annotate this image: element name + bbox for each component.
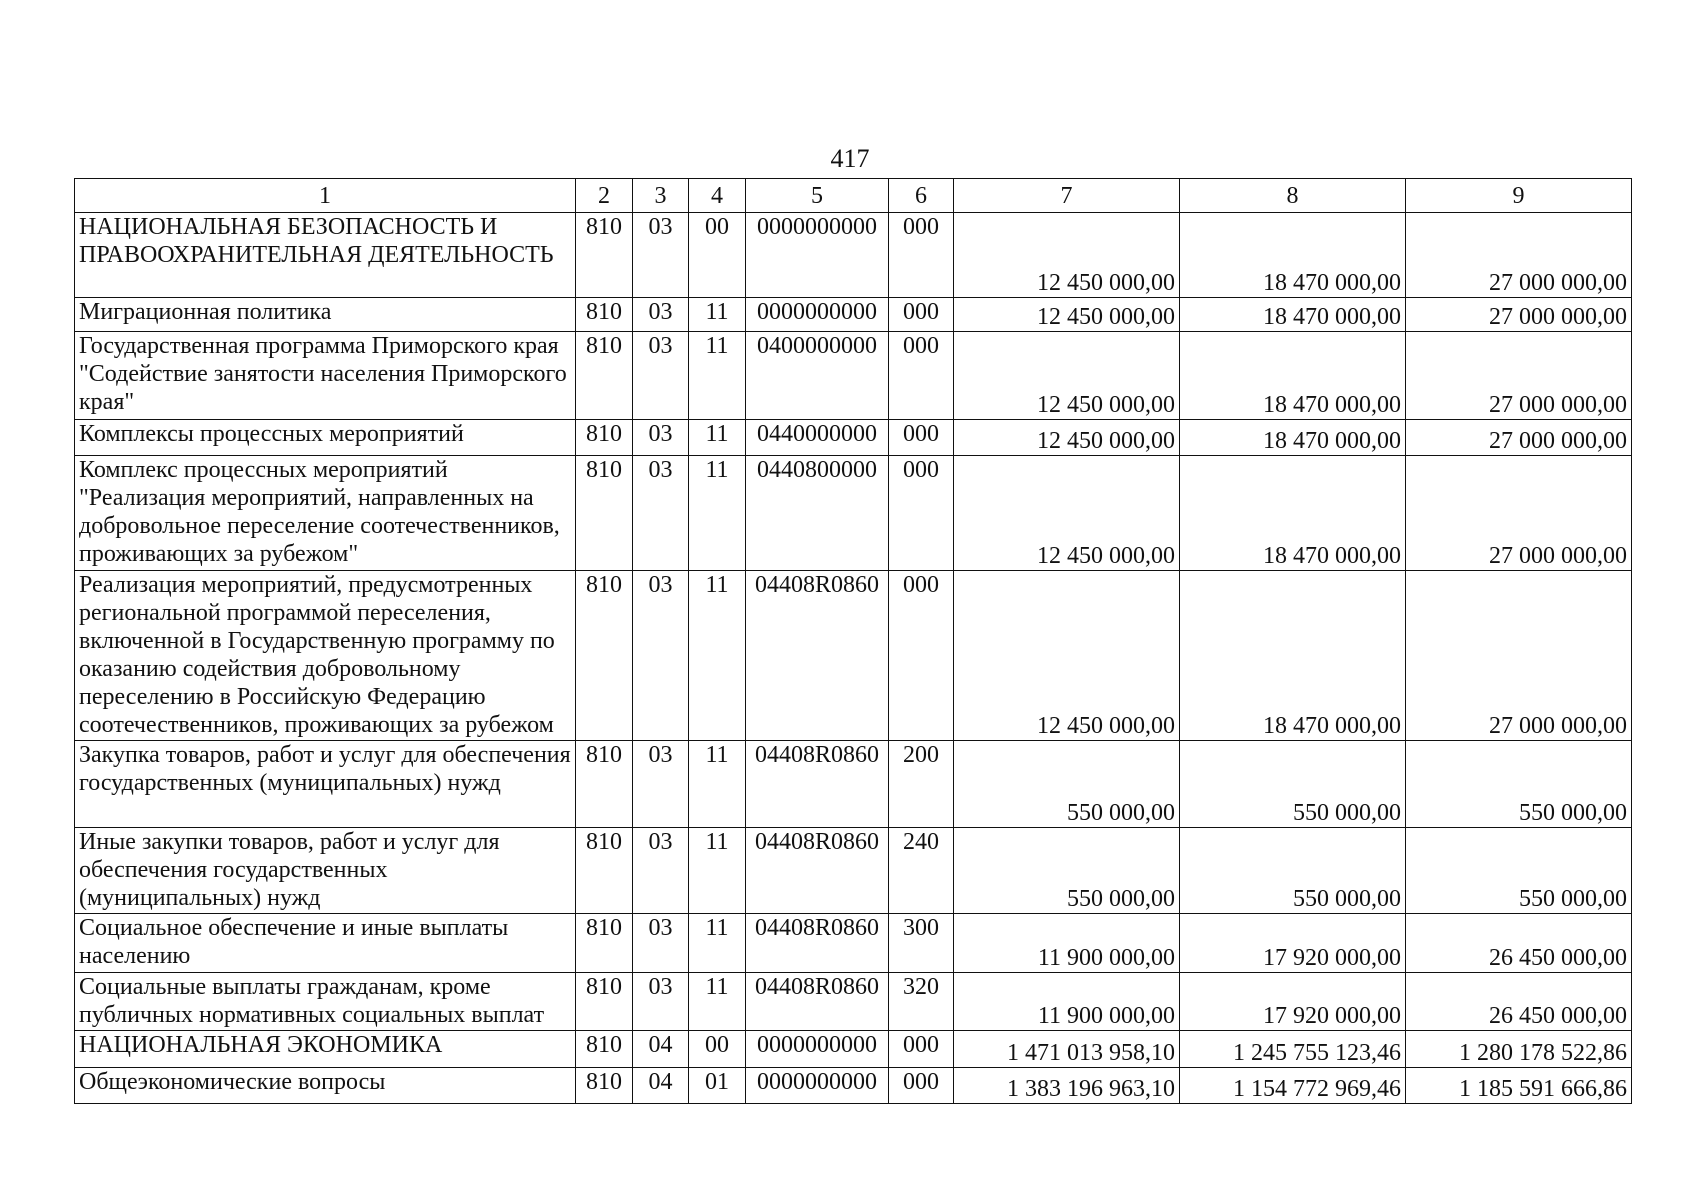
row-code-3: 03 bbox=[633, 973, 689, 1031]
row-name: Комплексы процессных мероприятий bbox=[75, 420, 576, 456]
table-row bbox=[75, 571, 1632, 741]
table-body bbox=[75, 213, 1632, 1104]
row-amount-9: 550 000,00 bbox=[1406, 741, 1632, 828]
row-amount-7: 550 000,00 bbox=[954, 828, 1180, 914]
row-amount-7: 1 383 196 963,10 bbox=[954, 1068, 1180, 1104]
row-amount-9: 27 000 000,00 bbox=[1406, 456, 1632, 571]
row-amount-7: 12 450 000,00 bbox=[954, 571, 1180, 741]
col-header-8: 8 bbox=[1180, 179, 1406, 213]
row-name: НАЦИОНАЛЬНАЯ ЭКОНОМИКА bbox=[75, 1031, 576, 1068]
row-code-5: 0000000000 bbox=[746, 298, 889, 332]
row-amount-8: 18 470 000,00 bbox=[1180, 332, 1406, 420]
row-amount-8: 18 470 000,00 bbox=[1180, 298, 1406, 332]
row-amount-7: 12 450 000,00 bbox=[954, 456, 1180, 571]
row-code-3: 03 bbox=[633, 914, 689, 973]
table-row bbox=[75, 420, 1632, 456]
row-code-6: 000 bbox=[889, 213, 954, 298]
row-code-3: 03 bbox=[633, 213, 689, 298]
row-amount-7: 11 900 000,00 bbox=[954, 914, 1180, 973]
row-code-6: 300 bbox=[889, 914, 954, 973]
table-row bbox=[75, 914, 1632, 973]
row-code-5: 0000000000 bbox=[746, 1068, 889, 1104]
row-code-3: 03 bbox=[633, 332, 689, 420]
table-row bbox=[75, 828, 1632, 914]
row-amount-9: 26 450 000,00 bbox=[1406, 914, 1632, 973]
row-code-5: 0440000000 bbox=[746, 420, 889, 456]
row-code-2: 810 bbox=[576, 456, 633, 571]
table-row bbox=[75, 213, 1632, 298]
col-header-6: 6 bbox=[889, 179, 954, 213]
row-name: Иные закупки товаров, работ и услуг для обеспечения государственных (муниципальных) нужд bbox=[75, 828, 576, 914]
table-row bbox=[75, 332, 1632, 420]
row-amount-9: 27 000 000,00 bbox=[1406, 332, 1632, 420]
row-code-4: 11 bbox=[689, 456, 746, 571]
table-row bbox=[75, 973, 1632, 1031]
row-code-4: 11 bbox=[689, 973, 746, 1031]
row-code-6: 200 bbox=[889, 741, 954, 828]
table-row bbox=[75, 1031, 1632, 1068]
row-code-6: 000 bbox=[889, 332, 954, 420]
row-code-4: 11 bbox=[689, 741, 746, 828]
row-amount-8: 1 245 755 123,46 bbox=[1180, 1031, 1406, 1068]
row-code-4: 00 bbox=[689, 1031, 746, 1068]
row-amount-8: 17 920 000,00 bbox=[1180, 914, 1406, 973]
row-amount-8: 18 470 000,00 bbox=[1180, 571, 1406, 741]
row-code-2: 810 bbox=[576, 298, 633, 332]
row-code-5: 0000000000 bbox=[746, 213, 889, 298]
row-amount-7: 12 450 000,00 bbox=[954, 213, 1180, 298]
row-amount-8: 550 000,00 bbox=[1180, 741, 1406, 828]
row-code-6: 000 bbox=[889, 1031, 954, 1068]
row-amount-9: 27 000 000,00 bbox=[1406, 298, 1632, 332]
col-header-7: 7 bbox=[954, 179, 1180, 213]
col-header-2: 2 bbox=[576, 179, 633, 213]
row-amount-7: 12 450 000,00 bbox=[954, 420, 1180, 456]
row-amount-7: 12 450 000,00 bbox=[954, 298, 1180, 332]
row-name: Комплекс процессных мероприятий "Реализация мероприятий, направленных на добровольное переселение соотечественников, проживающих за рубежом" bbox=[75, 456, 576, 571]
row-code-5: 0440800000 bbox=[746, 456, 889, 571]
row-code-3: 04 bbox=[633, 1031, 689, 1068]
row-name: Социальные выплаты гражданам, кроме публичных нормативных социальных выплат bbox=[75, 973, 576, 1031]
table-header bbox=[75, 179, 1632, 213]
row-code-6: 320 bbox=[889, 973, 954, 1031]
row-amount-7: 550 000,00 bbox=[954, 741, 1180, 828]
row-code-4: 11 bbox=[689, 420, 746, 456]
row-code-2: 810 bbox=[576, 571, 633, 741]
row-code-6: 000 bbox=[889, 420, 954, 456]
row-code-4: 00 bbox=[689, 213, 746, 298]
table-row bbox=[75, 1068, 1632, 1104]
row-amount-9: 1 185 591 666,86 bbox=[1406, 1068, 1632, 1104]
row-name: Социальное обеспечение и иные выплаты населению bbox=[75, 914, 576, 973]
col-header-9: 9 bbox=[1406, 179, 1632, 213]
col-header-4: 4 bbox=[689, 179, 746, 213]
row-code-4: 11 bbox=[689, 298, 746, 332]
row-code-2: 810 bbox=[576, 914, 633, 973]
row-amount-7: 1 471 013 958,10 bbox=[954, 1031, 1180, 1068]
col-header-5: 5 bbox=[746, 179, 889, 213]
row-code-3: 03 bbox=[633, 571, 689, 741]
row-code-5: 04408R0860 bbox=[746, 973, 889, 1031]
table-row bbox=[75, 741, 1632, 828]
header-row bbox=[75, 179, 1632, 213]
row-code-2: 810 bbox=[576, 741, 633, 828]
col-header-3: 3 bbox=[633, 179, 689, 213]
col-header-1: 1 bbox=[75, 179, 576, 213]
row-amount-9: 27 000 000,00 bbox=[1406, 213, 1632, 298]
row-name: Миграционная политика bbox=[75, 298, 576, 332]
row-amount-9: 27 000 000,00 bbox=[1406, 420, 1632, 456]
row-code-3: 03 bbox=[633, 456, 689, 571]
row-code-2: 810 bbox=[576, 420, 633, 456]
row-code-4: 11 bbox=[689, 571, 746, 741]
row-amount-8: 550 000,00 bbox=[1180, 828, 1406, 914]
row-code-5: 0400000000 bbox=[746, 332, 889, 420]
row-code-4: 11 bbox=[689, 828, 746, 914]
row-code-6: 240 bbox=[889, 828, 954, 914]
row-amount-7: 12 450 000,00 bbox=[954, 332, 1180, 420]
row-name: Государственная программа Приморского края "Содействие занятости населения Приморского края" bbox=[75, 332, 576, 420]
row-code-2: 810 bbox=[576, 828, 633, 914]
row-amount-8: 18 470 000,00 bbox=[1180, 456, 1406, 571]
budget-table bbox=[74, 178, 1632, 1104]
row-amount-8: 18 470 000,00 bbox=[1180, 420, 1406, 456]
row-code-5: 04408R0860 bbox=[746, 571, 889, 741]
row-code-5: 04408R0860 bbox=[746, 914, 889, 973]
page-number: 417 bbox=[830, 144, 870, 173]
row-code-2: 810 bbox=[576, 1068, 633, 1104]
row-code-4: 11 bbox=[689, 914, 746, 973]
row-name: Общеэкономические вопросы bbox=[75, 1068, 576, 1104]
row-amount-9: 550 000,00 bbox=[1406, 828, 1632, 914]
row-code-3: 03 bbox=[633, 828, 689, 914]
table-row bbox=[75, 456, 1632, 571]
row-name: Закупка товаров, работ и услуг для обеспечения государственных (муниципальных) нужд bbox=[75, 741, 576, 828]
row-name: Реализация мероприятий, предусмотренных региональной программой переселения, включенной в Государственную программу по оказанию содействия добровольному переселению в Российскую Федерацию соотечественников, проживающих за рубежом bbox=[75, 571, 576, 741]
row-amount-8: 17 920 000,00 bbox=[1180, 973, 1406, 1031]
row-code-6: 000 bbox=[889, 456, 954, 571]
row-code-2: 810 bbox=[576, 213, 633, 298]
row-code-4: 11 bbox=[689, 332, 746, 420]
row-code-2: 810 bbox=[576, 1031, 633, 1068]
row-amount-7: 11 900 000,00 bbox=[954, 973, 1180, 1031]
row-code-6: 000 bbox=[889, 1068, 954, 1104]
row-code-5: 0000000000 bbox=[746, 1031, 889, 1068]
row-code-6: 000 bbox=[889, 571, 954, 741]
row-code-3: 03 bbox=[633, 420, 689, 456]
row-code-3: 03 bbox=[633, 741, 689, 828]
table-row bbox=[75, 298, 1632, 332]
row-code-3: 04 bbox=[633, 1068, 689, 1104]
row-code-2: 810 bbox=[576, 973, 633, 1031]
row-amount-9: 26 450 000,00 bbox=[1406, 973, 1632, 1031]
row-code-4: 01 bbox=[689, 1068, 746, 1104]
row-amount-9: 1 280 178 522,86 bbox=[1406, 1031, 1632, 1068]
row-code-3: 03 bbox=[633, 298, 689, 332]
row-amount-8: 1 154 772 969,46 bbox=[1180, 1068, 1406, 1104]
row-code-2: 810 bbox=[576, 332, 633, 420]
row-name: НАЦИОНАЛЬНАЯ БЕЗОПАСНОСТЬ И ПРАВООХРАНИТЕЛЬНАЯ ДЕЯТЕЛЬНОСТЬ bbox=[75, 213, 576, 298]
row-code-5: 04408R0860 bbox=[746, 828, 889, 914]
row-code-6: 000 bbox=[889, 298, 954, 332]
row-amount-8: 18 470 000,00 bbox=[1180, 213, 1406, 298]
row-amount-9: 27 000 000,00 bbox=[1406, 571, 1632, 741]
row-code-5: 04408R0860 bbox=[746, 741, 889, 828]
